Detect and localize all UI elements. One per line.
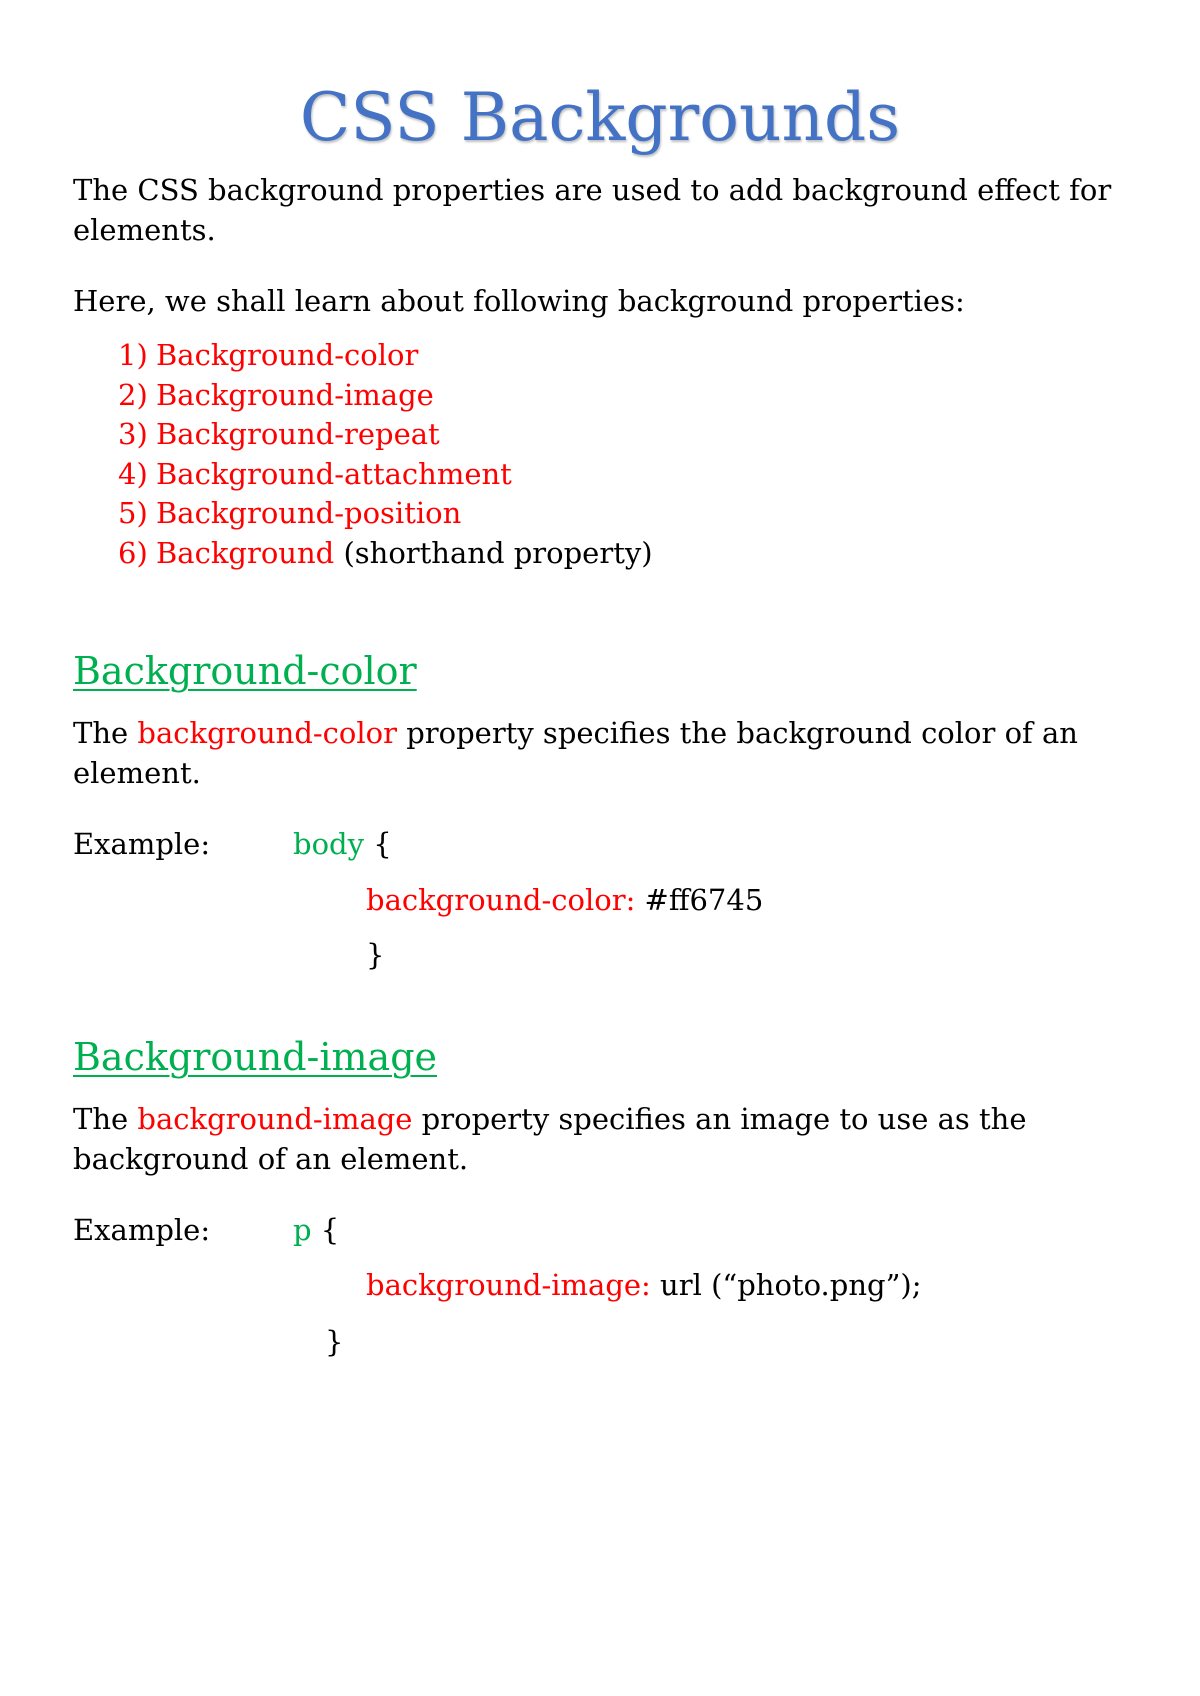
list-item-label: Background xyxy=(156,535,335,570)
list-item-number: 4) xyxy=(118,456,148,491)
list-item-number: 2) xyxy=(118,377,148,412)
description-text: property specifies an image to use as the xyxy=(412,1102,1027,1136)
description-text: The xyxy=(73,1102,138,1136)
code-selector-line xyxy=(293,824,392,864)
page-title: CSS Backgrounds xyxy=(299,79,901,156)
list-item-label: Background-attachment xyxy=(156,456,512,491)
description-property: background-image xyxy=(137,1102,413,1136)
intro-paragraph xyxy=(73,170,1133,250)
example-label: Example: xyxy=(73,827,211,861)
description-line-1 xyxy=(73,713,1133,753)
list-item-label: Background-repeat xyxy=(156,417,440,452)
intro-lead: Here, we shall learn about following background properties: xyxy=(73,284,965,318)
section-heading-background-color: Background-color xyxy=(73,649,417,693)
description-text: The xyxy=(73,716,138,750)
code-property: background-image: xyxy=(366,1268,651,1302)
code-value: url (“photo.png”); xyxy=(650,1268,922,1302)
code-brace-open: { xyxy=(363,827,392,861)
code-brace-open: { xyxy=(311,1213,340,1247)
code-selector: p xyxy=(293,1213,312,1247)
example-label: Example: xyxy=(73,1213,211,1247)
code-declaration xyxy=(366,1265,921,1305)
background-color-description xyxy=(73,713,1133,793)
list-item xyxy=(118,336,653,376)
code-brace-close: } xyxy=(366,938,385,972)
list-item xyxy=(118,494,653,534)
list-item xyxy=(118,376,653,416)
list-item-number: 3) xyxy=(118,417,148,452)
section-heading-background-image: Background-image xyxy=(73,1035,438,1079)
code-declaration xyxy=(366,880,763,920)
list-item-suffix: (shorthand property) xyxy=(334,535,653,570)
code-selector-line xyxy=(293,1210,339,1250)
description-line-1 xyxy=(73,1099,1133,1139)
description-line-2: background of an element. xyxy=(73,1142,469,1176)
intro-line-1: The CSS background properties are used to add background effect for xyxy=(73,173,1112,207)
background-image-description xyxy=(73,1099,1133,1179)
list-item-number: 5) xyxy=(118,496,148,531)
list-item-label: Background-image xyxy=(156,377,434,412)
list-item xyxy=(118,534,653,574)
list-item xyxy=(118,455,653,495)
list-item-number: 1) xyxy=(118,338,148,372)
code-value: #ff6745 xyxy=(635,883,764,917)
code-brace-close: } xyxy=(325,1325,344,1359)
code-selector: body xyxy=(293,827,364,861)
code-property: background-color: xyxy=(366,883,636,917)
list-item-label: Background-color xyxy=(156,338,419,372)
description-text: property specifies the background color of an xyxy=(396,716,1078,750)
description-property: background-color xyxy=(137,716,397,750)
list-item-label: Background-position xyxy=(156,496,462,531)
property-list xyxy=(118,336,653,574)
description-line-2: element. xyxy=(73,756,201,790)
intro-line-2: elements. xyxy=(73,213,216,247)
list-item xyxy=(118,415,653,455)
list-item-number: 6) xyxy=(118,535,148,570)
